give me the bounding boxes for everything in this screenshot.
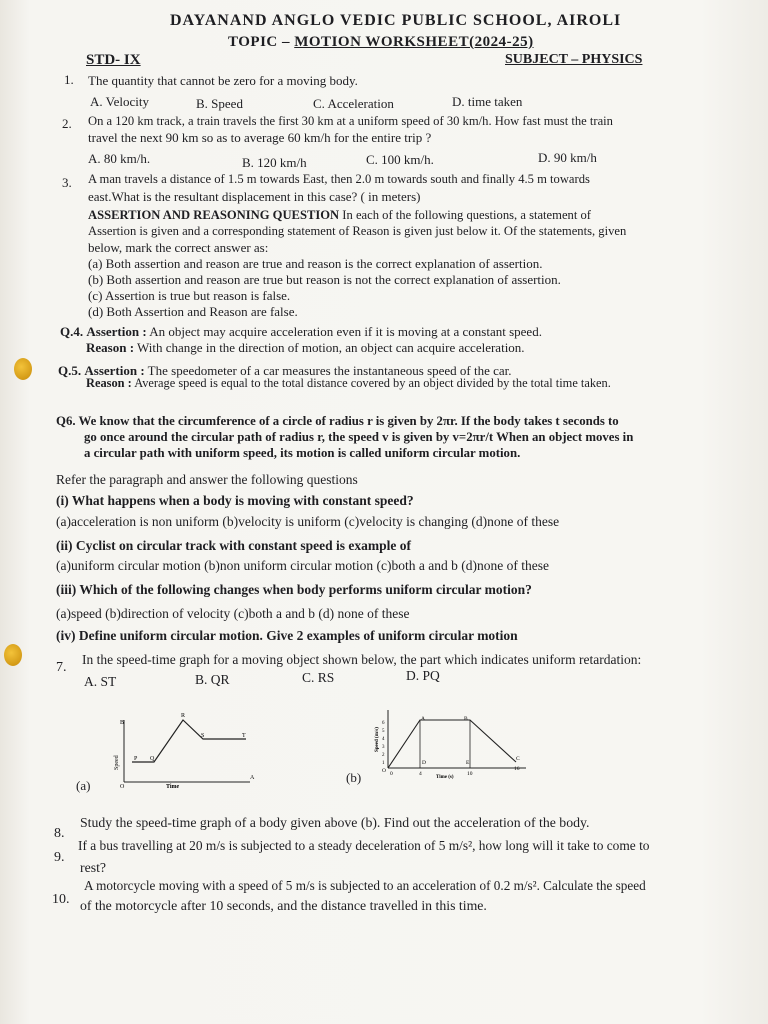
ar-instructions-line1	[88, 208, 591, 223]
graph-b-y-tick-2: 2	[382, 753, 385, 758]
q7-option-b: B. QR	[195, 672, 230, 687]
q10-number: 10.	[52, 892, 70, 907]
q6-refer-text: Refer the paragraph and answer the following questions	[56, 472, 358, 487]
q6-sub-ii: (ii) Cyclist on circular track with constant speed is example of	[56, 538, 411, 553]
q5-reason	[86, 376, 611, 391]
graph-b-x-tick-0: 0	[390, 771, 393, 777]
q5-assertion-text: The speedometer of a car measures the instantaneous speed of the car.	[144, 363, 512, 378]
q4-reason-text: With change in the direction of motion, an object can acquire acceleration.	[134, 340, 525, 355]
graph-a-point-a: A	[250, 775, 255, 781]
graph-b-caption: (b)	[346, 770, 362, 785]
ar-heading: ASSERTION AND REASONING QUESTION	[88, 208, 340, 222]
q7-option-d: D. PQ	[406, 668, 440, 683]
q6-sub-i: (i) What happens when a body is moving with constant speed?	[56, 493, 414, 508]
q9-number: 9.	[54, 850, 65, 865]
graph-a	[70, 700, 270, 800]
q2-option-a: A. 80 km/h.	[88, 151, 151, 166]
q5-assertion-label: Assertion :	[84, 363, 145, 378]
q1-option-b: B. Speed	[196, 96, 243, 111]
q6-paragraph-line1: Q6. We know that the circumference of a circle of radius r is given by 2πr. If the body takes t seconds to	[56, 414, 619, 428]
q6-sub-i-options: (a)acceleration is non uniform (b)velocity is uniform (c)velocity is changing (d)none of these	[56, 514, 560, 529]
graph-a-point-t: T	[242, 733, 246, 739]
ar-option-a: (a) Both assertion and reason are true and reason is the correct explanation of assertion.	[88, 256, 543, 271]
graph-b	[366, 696, 536, 780]
q7-text: In the speed-time graph for a moving object shown below, the part which indicates uniform retardation:	[82, 652, 642, 667]
q4-reason-label: Reason :	[86, 340, 135, 355]
ar-option-d: (d) Both Assertion and Reason are false.	[88, 304, 298, 319]
q6-paragraph-line3: a circular path with uniform speed, its motion is called uniform circular motion.	[84, 446, 521, 460]
graph-a-caption: (a)	[76, 778, 91, 793]
q5-reason-label: Reason :	[86, 376, 132, 390]
topic-title	[228, 34, 534, 51]
graph-b-x-tick-16: 16	[514, 766, 520, 772]
q1-text: The quantity that cannot be zero for a moving body.	[88, 73, 358, 88]
q2-text-line1: On a 120 km track, a train travels the first 30 km at a uniform speed of 30 km/h. How fast must the train	[88, 114, 613, 128]
q2-option-c: C. 100 km/h.	[366, 152, 434, 167]
graph-b-point-d: D	[422, 760, 426, 766]
graph-b-y-tick-6: 6	[382, 721, 385, 726]
graph-b-curve	[388, 720, 516, 768]
graph-b-x-tick-4: 4	[419, 771, 422, 777]
q4-assertion-text: An object may acquire acceleration even if it is moving at a constant speed.	[146, 324, 542, 339]
q1-option-c: C. Acceleration	[313, 96, 394, 111]
graph-a-point-r: R	[181, 713, 186, 719]
q2-text-line2: travel the next 90 km so as to average 60 km/h for the entire trip ?	[88, 130, 432, 145]
standard-label: STD- IX	[86, 52, 141, 68]
graph-a-origin: O	[120, 784, 125, 790]
subject-label: SUBJECT – PHYSICS	[505, 52, 643, 67]
q2-number: 2.	[62, 116, 72, 131]
ar-instructions-line2: Assertion is given and a corresponding statement of Reason is given just below it. Of the statements, given	[88, 224, 627, 238]
graph-a-point-s: S	[201, 733, 205, 739]
graph-b-point-o: O	[382, 768, 386, 774]
graph-a-point-q: Q	[150, 756, 155, 762]
q8-number: 8.	[54, 826, 65, 841]
q2-option-b: B. 120 km/h	[242, 155, 307, 170]
q6-sub-ii-options: (a)uniform circular motion (b)non uniform circular motion (c)both a and b (d)none of these	[56, 558, 549, 573]
topic-name: MOTION WORKSHEET(2024-25)	[294, 34, 534, 50]
q7-option-a: A. ST	[84, 674, 117, 689]
q10-text-line2: of the motorcycle after 10 seconds, and the distance travelled in this time.	[80, 898, 487, 913]
graph-b-y-tick-1: 1	[382, 761, 385, 766]
graph-a-y-label: Speed	[114, 755, 120, 770]
q10-text-line1: A motorcycle moving with a speed of 5 m/s is subjected to an acceleration of 0.2 m/s². Calculate the speed	[84, 878, 646, 893]
school-name: DAYANAND ANGLO VEDIC PUBLIC SCHOOL, AIROLI	[170, 12, 622, 29]
punch-hole-bottom	[4, 644, 22, 666]
q7-option-c: C. RS	[302, 670, 335, 685]
q6-sub-iii-options: (a)speed (b)direction of velocity (c)both a and b (d) none of these	[56, 606, 410, 621]
q3-text-line2: east.What is the resultant displacement in this case? ( in meters)	[88, 189, 421, 204]
q4-assertion-label: Assertion :	[86, 324, 147, 339]
graph-b-y-tick-5: 5	[382, 729, 385, 734]
q6-paragraph-line2: go once around the circular path of radius r, the speed v is given by v=2πr/t When an object moves in	[84, 430, 634, 444]
q5-reason-text: Average speed is equal to the total distance covered by an object divided by the total time taken.	[131, 376, 611, 390]
q4-assertion	[60, 324, 542, 340]
q1-option-d: D. time taken	[452, 94, 523, 109]
topic-prefix: TOPIC –	[228, 34, 295, 50]
q2-option-d: D. 90 km/h	[538, 150, 597, 165]
q1-number: 1.	[64, 72, 74, 87]
graph-b-x-tick-10: 10	[467, 771, 473, 777]
graph-b-x-label: Time (s)	[436, 775, 454, 780]
ar-option-c: (c) Assertion is true but reason is false.	[88, 288, 291, 303]
graph-b-y-tick-4: 4	[382, 737, 385, 742]
graph-b-y-label: Speed (m/s)	[375, 727, 380, 752]
punch-hole-top	[14, 358, 32, 380]
graph-b-point-b: B	[464, 716, 468, 722]
q8-text: Study the speed-time graph of a body given above (b). Find out the acceleration of the body.	[80, 815, 590, 830]
graph-b-point-e: E	[466, 760, 470, 766]
graph-a-point-p: P	[134, 756, 138, 762]
q5-number: Q.5.	[58, 363, 82, 378]
graph-b-point-c: C	[516, 756, 520, 762]
graph-a-point-b: B	[120, 720, 125, 726]
q6-sub-iv: (iv) Define uniform circular motion. Give 2 examples of uniform circular motion	[56, 628, 518, 643]
ar-option-b: (b) Both assertion and reason are true but reason is not the correct explanation of assertion.	[88, 272, 561, 287]
q3-number: 3.	[62, 175, 72, 190]
q1-option-a: A. Velocity	[90, 94, 149, 109]
q3-text-line1: A man travels a distance of 1.5 m towards East, then 2.0 m towards south and finally 4.5 m towards	[88, 172, 590, 186]
graph-b-y-tick-3: 3	[382, 745, 385, 750]
q9-text-line1: If a bus travelling at 20 m/s is subjected to a steady deceleration of 5 m/s², how long will it take to come to	[78, 838, 650, 853]
q6-sub-iii: (iii) Which of the following changes when body performs uniform circular motion?	[56, 582, 532, 597]
ar-line1: In each of the following questions, a statement of	[339, 208, 591, 222]
q9-text-line2: rest?	[80, 860, 107, 875]
q4-reason	[86, 340, 525, 356]
q7-number: 7.	[56, 660, 67, 675]
graph-b-point-a: A	[421, 716, 425, 722]
ar-instructions-line3: below, mark the correct answer as:	[88, 240, 269, 255]
q4-number: Q.4.	[60, 324, 84, 339]
graph-a-x-label: Time	[166, 784, 180, 790]
